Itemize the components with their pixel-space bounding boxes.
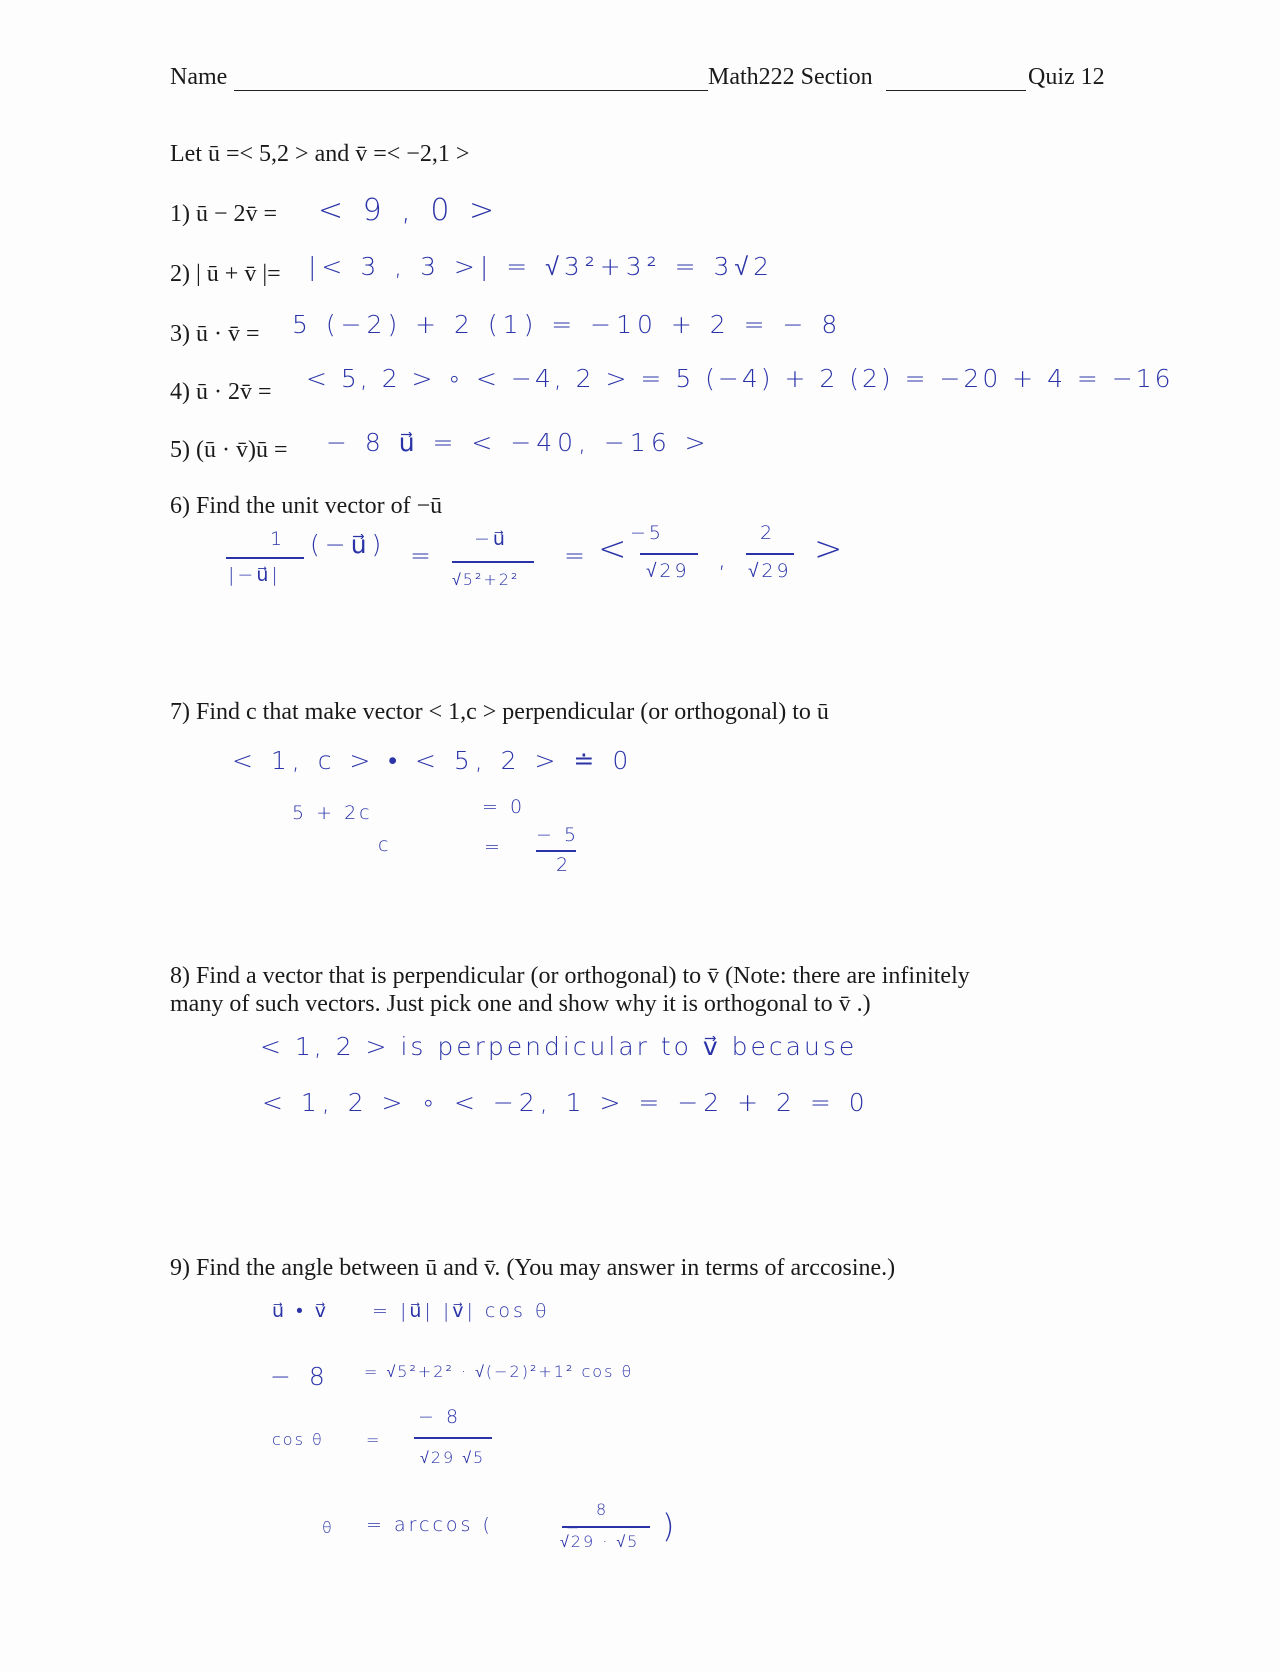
quiz-label: Quiz 12 bbox=[1028, 64, 1105, 90]
q7-frac-bar bbox=[536, 850, 576, 852]
q6-frac2-numerator: −u⃗ bbox=[474, 528, 508, 550]
q4-answer: < 5, 2 > ∘ < −4, 2 > = 5 (−4) + 2 (2) = −20 + 4 = −16 bbox=[306, 364, 1174, 393]
q5-answer: − 8 u⃗ = < −40, −16 > bbox=[326, 428, 711, 457]
intro-text: Let ū =< 5,2 > and v̄ =< −2,1 > bbox=[170, 141, 470, 167]
q9-frac2-bar bbox=[562, 1526, 650, 1528]
q7-answer-line1: < 1, c > • < 5, 2 > ≐ 0 bbox=[232, 746, 634, 775]
q1-prompt: 1) ū − 2v̄ = bbox=[170, 201, 278, 227]
section-label: Math222 Section bbox=[708, 64, 873, 90]
q6-frac4-numerator: 2 bbox=[760, 522, 776, 544]
q6-frac3-bar bbox=[640, 553, 698, 555]
q7-prompt: 7) Find c that make vector < 1,c > perpendicular (or orthogonal) to ū bbox=[170, 699, 829, 725]
q9-frac1-bar bbox=[414, 1437, 492, 1439]
q8-answer-line1: < 1, 2 > is perpendicular to v⃗ because bbox=[260, 1032, 858, 1061]
q9-line4-arccos: = arccos ( bbox=[366, 1514, 493, 1536]
q2-answer: |< 3 , 3 >| = √3²+3² = 3√2 bbox=[308, 252, 775, 281]
q6-frac2-bar bbox=[452, 561, 534, 563]
q8-prompt-line2: many of such vectors. Just pick one and show why it is orthogonal to v̄ .) bbox=[170, 991, 871, 1017]
q9-line2-left: − 8 bbox=[270, 1362, 330, 1391]
q7-frac-denominator: 2 bbox=[556, 854, 572, 876]
q9-line1-left: u⃗ • v⃗ bbox=[272, 1300, 330, 1322]
q6-frac3-denominator: √29 bbox=[646, 560, 690, 582]
q6-open-bracket: < bbox=[598, 529, 632, 569]
q6-frac4-denominator: √29 bbox=[748, 560, 792, 582]
name-label: Name bbox=[170, 64, 228, 90]
q7-answer-line2-left: 5 + 2c bbox=[292, 802, 373, 824]
q9-frac1-numerator: − 8 bbox=[418, 1406, 462, 1428]
q7-answer-line2-right: = 0 bbox=[482, 796, 526, 818]
q7-answer-line3-left: c bbox=[378, 834, 392, 856]
q9-frac2-numerator: 8 bbox=[596, 1500, 609, 1519]
q6-prompt: 6) Find the unit vector of −ū bbox=[170, 493, 443, 519]
q6-frac4-bar bbox=[746, 553, 794, 555]
q3-prompt: 3) ū · v̄ = bbox=[170, 321, 260, 347]
q7-answer-line3-equals: = bbox=[484, 836, 503, 858]
q5-prompt: 5) (ū · v̄)ū = bbox=[170, 437, 288, 463]
q9-line3-equals: = bbox=[366, 1430, 382, 1449]
q3-answer: 5 (−2) + 2 (1) = −10 + 2 = − 8 bbox=[292, 310, 843, 339]
q9-frac2-sign: − bbox=[566, 1518, 582, 1537]
q9-frac1-denominator: √29 √5 bbox=[420, 1448, 486, 1467]
q6-comma: , bbox=[718, 544, 731, 573]
q6-frac1-tail: (−u⃗) bbox=[310, 530, 387, 559]
q6-frac3-numerator: −5 bbox=[630, 522, 665, 544]
q9-prompt: 9) Find the angle between ū and v̄. (You may answer in terms of arccosine.) bbox=[170, 1255, 896, 1281]
section-blank-line bbox=[886, 90, 1026, 91]
q8-prompt-line1: 8) Find a vector that is perpendicular (or orthogonal) to v̄ (Note: there are infinitely bbox=[170, 963, 970, 989]
q9-line3-left: cos θ bbox=[272, 1430, 324, 1449]
q6-close-bracket: > bbox=[814, 529, 848, 569]
name-blank-line bbox=[234, 90, 708, 91]
q9-line1-right: = |u⃗| |v⃗| cos θ bbox=[372, 1300, 550, 1322]
q9-frac2-denominator: √29 · √5 bbox=[560, 1532, 640, 1551]
q9-line4-close-paren: ) bbox=[662, 1507, 680, 1545]
q7-frac-numerator: − 5 bbox=[536, 824, 580, 846]
q9-line4-left: θ bbox=[322, 1518, 334, 1537]
q1-answer: < 9 , 0 > bbox=[318, 193, 500, 228]
q4-prompt: 4) ū · 2v̄ = bbox=[170, 379, 272, 405]
q2-prompt: 2) | ū + v̄ |= bbox=[170, 261, 281, 287]
q6-equals-1: = bbox=[410, 541, 436, 570]
q6-frac1-bar bbox=[226, 557, 304, 559]
q8-answer-line2: < 1, 2 > ∘ < −2, 1 > = −2 + 2 = 0 bbox=[262, 1088, 870, 1117]
q9-line2-right: = √5²+2² · √(−2)²+1² cos θ bbox=[364, 1362, 634, 1381]
q6-frac2-denominator: √5²+2² bbox=[452, 570, 520, 589]
q6-equals-2: = bbox=[564, 541, 590, 570]
q6-frac1-numerator: 1 bbox=[270, 528, 286, 550]
q6-frac1-denominator: |−u⃗| bbox=[228, 564, 281, 586]
